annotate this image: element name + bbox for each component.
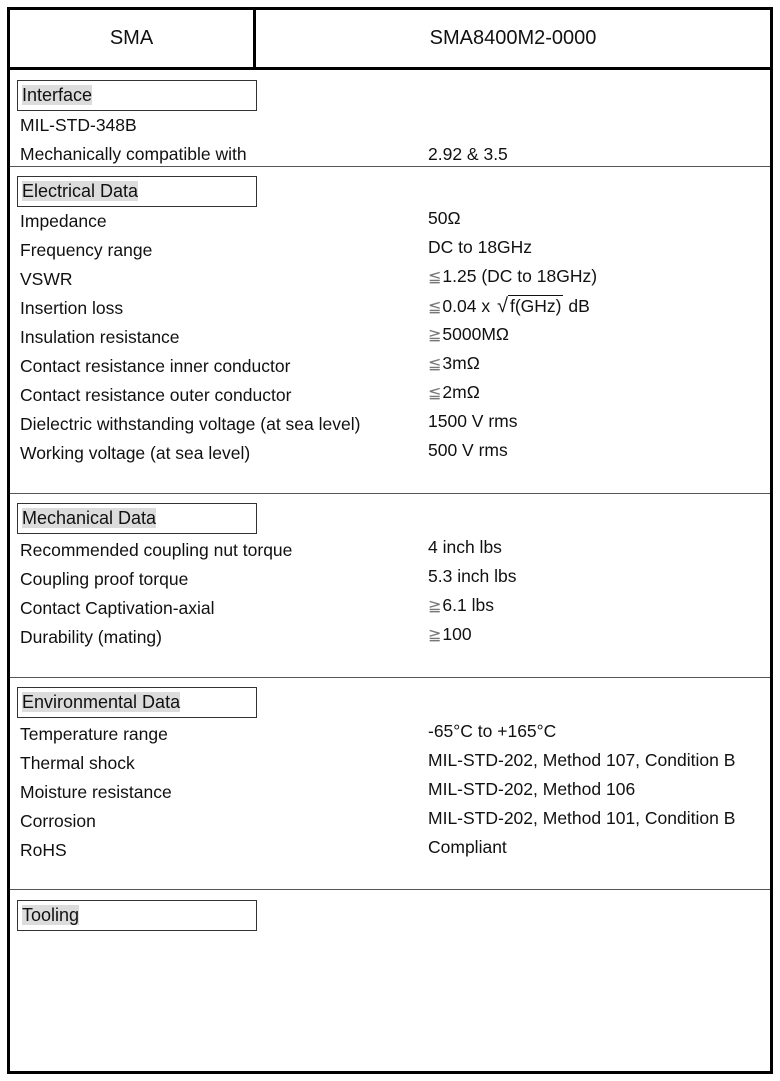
table-row: RoHS Compliant <box>20 837 507 860</box>
part-number-cell: SMA8400M2-0000 <box>429 27 597 49</box>
table-row: Thermal shock MIL-STD-202, Method 107, Condition B <box>20 750 736 773</box>
square-root-icon: √ f(GHz) <box>496 295 562 317</box>
table-row: Coupling proof torque 5.3 inch lbs <box>20 566 517 589</box>
table-row: Dielectric withstanding voltage (at sea level) 1500 V rms <box>20 411 518 434</box>
table-row: Frequency range DC to 18GHz <box>20 237 533 260</box>
table-row: Impedance 50Ω <box>20 208 461 231</box>
interface-standard: MIL-STD-348B <box>20 115 137 135</box>
header <box>10 10 770 70</box>
table-row: Recommended coupling nut torque 4 inch lbs <box>20 537 502 560</box>
section-title-interface: Interface <box>17 80 257 111</box>
table-row: Corrosion MIL-STD-202, Method 101, Condition B <box>20 808 736 831</box>
table-row: Working voltage (at sea level) 500 V rms <box>20 440 508 463</box>
series-cell: SMA <box>10 10 256 67</box>
tooling-section <box>10 890 770 1071</box>
table-row: Durability (mating) ≧100 <box>20 624 472 647</box>
section-title-mechanical: Mechanical Data <box>17 503 257 534</box>
table-row: Contact resistance inner conductor ≦3mΩ <box>20 353 480 376</box>
table-row: Contact resistance outer conductor ≦2mΩ <box>20 382 480 405</box>
section-title-electrical: Electrical Data <box>17 176 257 207</box>
table-row: Insulation resistance ≧5000MΩ <box>20 324 509 347</box>
table-row: Mechanically compatible with 2.92 & 3.5 <box>20 144 508 164</box>
table-row: Contact Captivation-axial ≧6.1 lbs <box>20 595 494 618</box>
environmental-section <box>10 678 770 890</box>
interface-section <box>10 70 770 167</box>
table-row: Insertion loss ≦0.04 x √ f(GHz) dB <box>20 295 590 318</box>
mechanical-section <box>10 494 770 678</box>
table-row: Temperature range -65°C to +165°C <box>20 721 557 744</box>
spec-sheet <box>7 7 773 1074</box>
table-row: Moisture resistance MIL-STD-202, Method 106 <box>20 779 636 802</box>
electrical-section <box>10 167 770 494</box>
table-row: VSWR ≦1.25 (DC to 18GHz) <box>20 266 598 289</box>
section-title-tooling: Tooling <box>17 900 257 931</box>
section-title-environmental: Environmental Data <box>17 687 257 718</box>
